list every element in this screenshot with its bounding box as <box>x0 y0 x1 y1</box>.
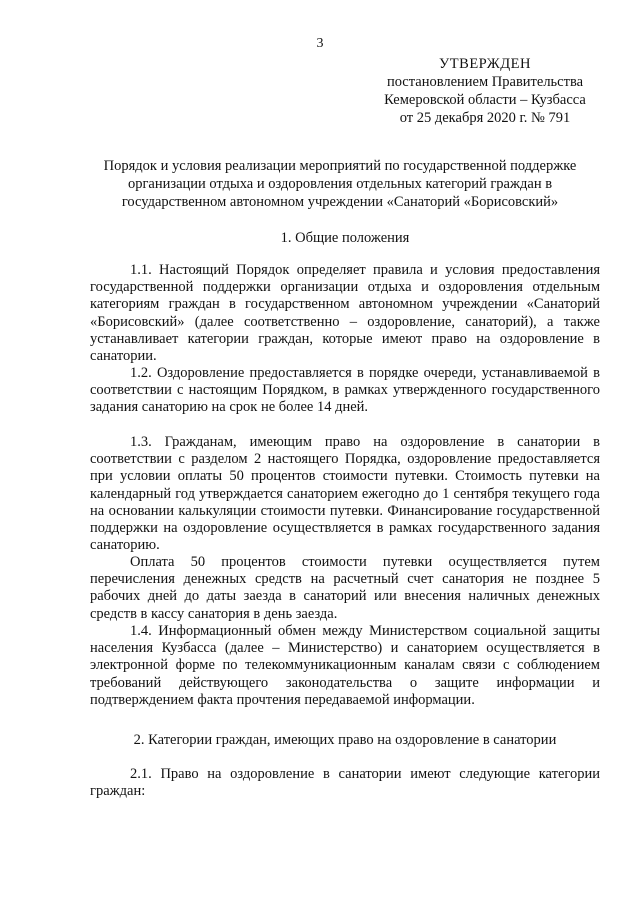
approval-line-3: от 25 декабря 2020 г. № 791 <box>399 110 571 126</box>
page-number: 3 <box>316 36 324 51</box>
paragraph-1-2: 1.2. Оздоровление предоставляется в порядке очереди, устанавливаемой в соответствии с настоящим Порядком, в рамках утвержденного государственного задания санаторию на срок не более 14 дней. <box>90 365 600 416</box>
paragraph-1-1: 1.1. Настоящий Порядок определяет правила и условия предоставления государственной поддержки организации отдыха и оздоровления отдельным категориям граждан в государственном автономном учреждении «Санаторий «Борисовский» (далее соответственно – оздоровление, санаторий), а также устанавливает категории граждан, которые имеют право на оздоровление в санатории. <box>90 262 600 365</box>
approval-status: УТВЕРЖДЕН <box>439 56 531 72</box>
paragraph-1-3: 1.3. Гражданам, имеющим право на оздоровление в санатории в соответствии с разделом 2 настоящего Порядка, оздоровление предоставляется при условии оплаты 50 процентов стоимости путевки. Стоимость путевки на календарный год утверждается санаторием ежегодно до 1 сентября текущего года на основании калькуляции стоимости путевки. Финансирование государственной поддержки на оздоровление осуществляется в рамках государственного задания санаторию. <box>90 434 600 554</box>
paragraph-1-4: 1.4. Информационный обмен между Министерством социальной защиты населения Кузбасса (далее – Министерство) и санаторием осуществляется в электронной форме по телекоммуникационным каналам связи с соблюдением требований действующего законодательства о защите информации и подтверждением факта прочтения передаваемой информации. <box>90 623 600 708</box>
section-1-heading: 1. Общие положения <box>280 230 410 246</box>
approval-line-2: Кемеровской области – Кузбасса <box>384 92 586 108</box>
section-2-heading: 2. Категории граждан, имеющих право на оздоровление в санатории <box>133 732 557 748</box>
approval-line-1: постановлением Правительства <box>386 74 584 90</box>
paragraph-1-3-payment: Оплата 50 процентов стоимости путевки осуществляется путем перечисления денежных средств на расчетный счет санатория не позднее 5 рабочих дней до даты заезда в санаторий или внесения наличных денежных средств в кассу санатория в день заезда. <box>90 554 600 622</box>
approval-stamp <box>360 55 610 127</box>
document-title: Порядок и условия реализации мероприятий по государственной поддержке организации отдыха и оздоровления отдельных категорий граждан в государственном автономном учреждении «Санаторий «Борисовский» <box>103 158 577 210</box>
paragraph-2-1: 2.1. Право на оздоровление в санатории имеют следующие категории граждан: <box>90 766 600 800</box>
